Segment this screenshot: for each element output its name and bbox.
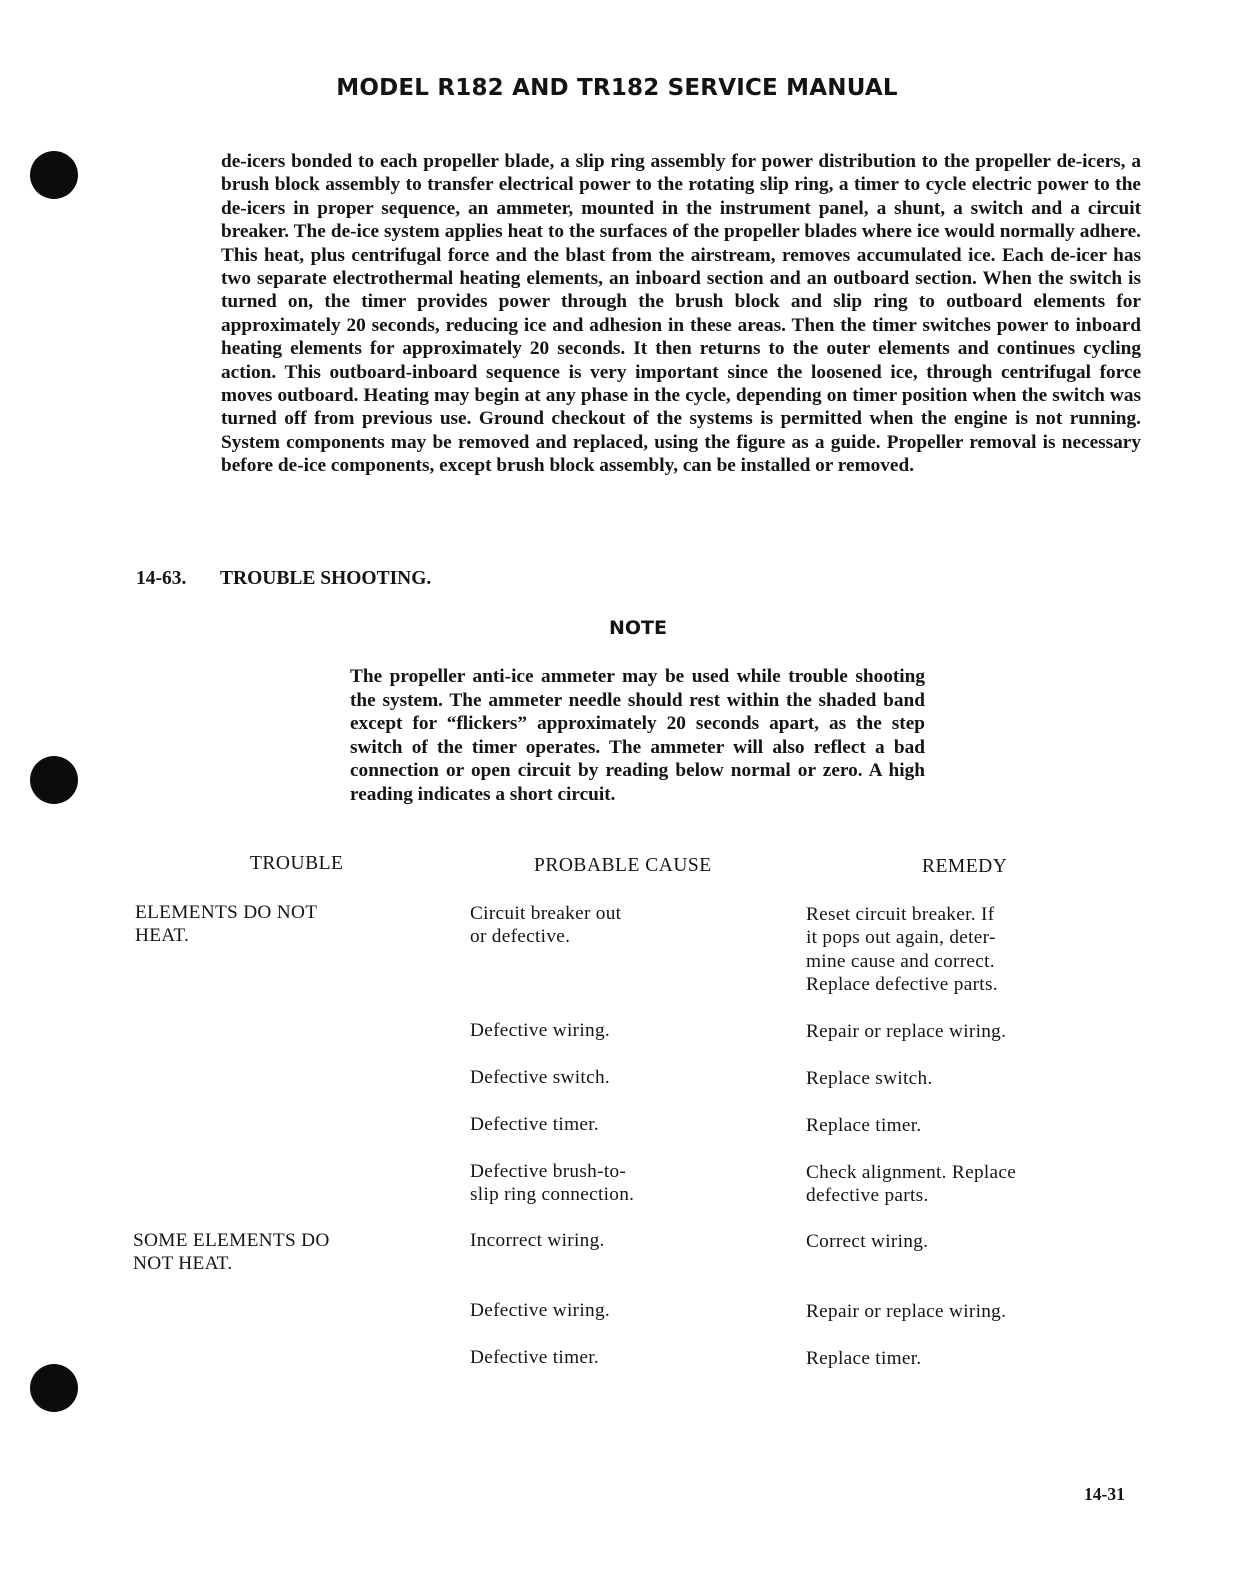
header-probable-cause: PROBABLE CAUSE — [534, 855, 712, 876]
cause-row-3: Defective switch. — [470, 1067, 611, 1088]
remedy-row-4: Replace timer. — [806, 1115, 922, 1136]
remedy-row-6: Correct wiring. — [806, 1231, 929, 1252]
cause-row-4: Defective timer. — [470, 1114, 599, 1135]
remedy-row-8: Replace timer. — [806, 1348, 922, 1369]
cause-row-6: Incorrect wiring. — [470, 1230, 605, 1251]
remedy-row-1: Reset circuit breaker. If it pops out again, deter- mine cause and correct. Replace defective parts. — [806, 904, 998, 996]
binder-hole-bottom — [30, 1364, 78, 1412]
cause-row-1: Circuit breaker out or defective. — [470, 903, 622, 948]
section-heading — [136, 568, 431, 590]
binder-hole-middle — [30, 756, 78, 804]
header-remedy: REMEDY — [922, 856, 1008, 877]
cause-row-8: Defective timer. — [470, 1347, 599, 1368]
page-number: 14-31 — [1084, 1484, 1125, 1504]
section-number: 14-63. — [136, 568, 187, 589]
note-body: The propeller anti-ice ammeter may be used while trouble shooting the system. The ammeter needle should rest within the shaded band except for “flickers” approximately 20 seconds apart, as the step switch of the timer operates. The ammeter will also reflect a bad connection or open circuit by reading below normal or zero. A high reading indicates a short circuit. — [350, 666, 925, 805]
note-title: NOTE — [609, 617, 667, 639]
remedy-row-7: Repair or replace wiring. — [806, 1301, 1007, 1322]
cause-row-5: Defective brush-to- slip ring connection. — [470, 1161, 635, 1206]
remedy-row-5: Check alignment. Replace defective parts. — [806, 1162, 1017, 1207]
header-trouble: TROUBLE — [250, 853, 344, 874]
trouble-some-elements-do-not-heat: SOME ELEMENTS DO NOT HEAT. — [133, 1230, 330, 1275]
page-header: MODEL R182 AND TR182 SERVICE MANUAL — [336, 75, 898, 101]
section-title: TROUBLE SHOOTING. — [220, 568, 432, 589]
trouble-elements-do-not-heat: ELEMENTS DO NOT HEAT. — [135, 902, 318, 947]
remedy-row-3: Replace switch. — [806, 1068, 933, 1089]
cause-row-2: Defective wiring. — [470, 1020, 611, 1041]
remedy-row-2: Repair or replace wiring. — [806, 1021, 1007, 1042]
binder-hole-top — [30, 151, 78, 199]
intro-paragraph: de-icers bonded to each propeller blade, a slip ring assembly for power distribution to the propeller de-icers, a brush block assembly to transfer electrical power to the rotating slip ring, a timer to cycle electric power to the de-icers in proper sequence, an ammeter, mounted in the instrument panel, a shunt, a switch and a circuit breaker. The de-ice system applies heat to the surfaces of the propeller blades where ice would normally adhere. This heat, plus centrifugal force and the blast from the airstream, removes accumulated ice. Each de-icer has two separate electrothermal heating elements, an inboard section and an outboard section. When the switch is turned on, the timer provides power through the brush block and slip ring to outboard elements for approximately 20 seconds, reducing ice and adhesion in these areas. Then the timer switches power to inboard heating elements for approximately 20 seconds. It then returns to the outer elements and continues cycling action. This outboard-inboard sequence is very important since the loosened ice, through centrifugal force moves outboard. Heating may begin at any phase in the cycle, depending on timer position when the switch was turned off from previous use. Ground checkout of the systems is permitted when the engine is not running. System components may be removed and replaced, using the figure as a guide. Propeller removal is necessary before de-ice components, except brush block assembly, can be installed or removed. — [221, 151, 1141, 477]
cause-row-7: Defective wiring. — [470, 1300, 611, 1321]
